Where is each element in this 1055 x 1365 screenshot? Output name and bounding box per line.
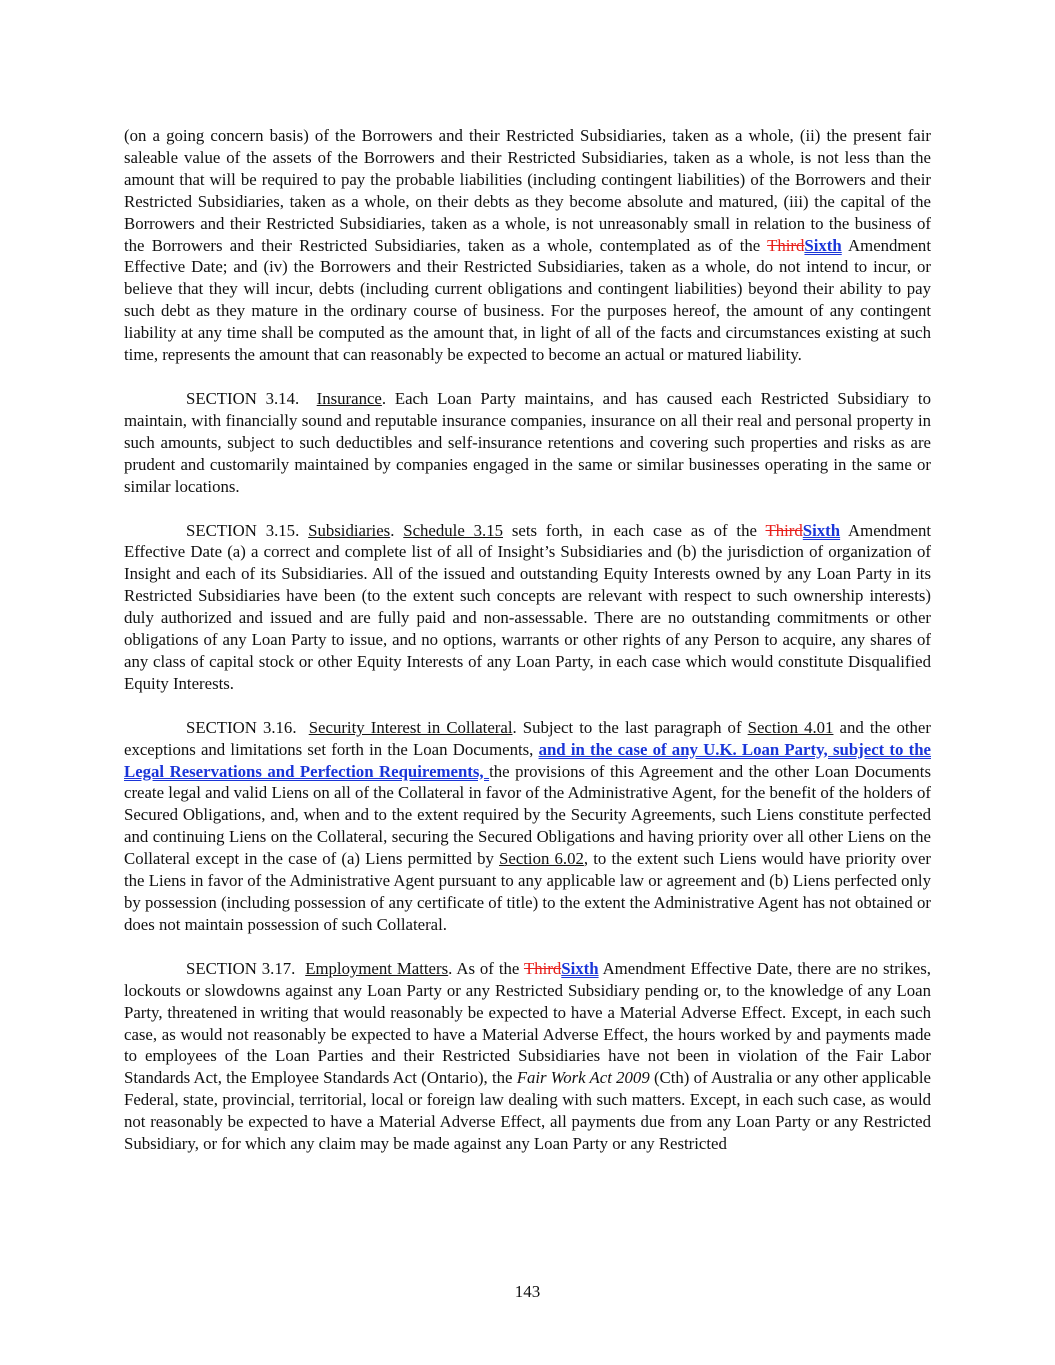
- inserted-text: Sixth: [802, 520, 841, 540]
- paragraph-solvency-continued: (on a going concern basis) of the Borrowers and their Restricted Subsidiaries, taken as a whole, (ii) the present fair saleable value of the assets of the Borrowers and their Restricted Subsidiaries, taken as a whole, is not less than the amount that will be required to pay the probable liabilities (including contingent liabilities) of the Borrowers and their Restricted Subsidiaries, taken as a whole, on their debts as they become absolute and matured, (iii) the capital of the Borrowers and their Restricted Subsidiaries, taken as a whole, is not unreasonably small in relation to the business of the Borrowers and their Restricted Subsidiaries, taken as a whole, contemplated as of the ThirdSixth Amendment Effective Date; and (iv) the Borrowers and their Restricted Subsidiaries, taken as a whole, do not intend to incur, or believe that they will incur, debts (including current obligations and contingent liabilities) beyond their ability to pay such debt as they mature in the ordinary course of business. For the purposes hereof, the amount of any contingent liability at any time shall be computed as the amount that, in light of all of the facts and circumstances existing at such time, represents the amount that can reasonably be expected to become an actual or matured liability.: [124, 126, 931, 365]
- section-3-17-employment-matters: SECTION 3.17. Employment Matters. As of the ThirdSixth Amendment Effective Date, there are no strikes, lockouts or slowdowns against any Loan Party or any Restricted Subsidiary pending or, to the knowledge of any Loan Party, threatened in writing that would reasonably be expected to have a Material Adverse Effect. Except, in each such case, as would not reasonably be expected to have a Material Adverse Effect, the hours worked by and payments made to employees of the Loan Parties and their Restricted Subsidiaries have not been in violation of the Fair Labor Standards Act, the Employee Standards Act (Ontario), the Fair Work Act 2009 (Cth) of Australia or any other applicable Federal, state, provincial, territorial, local or foreign law dealing with such matters. Except, in each such case, as would not reasonably be expected to have a Material Adverse Effect, all payments due from any Loan Party or any Restricted Subsidiary, or for which any claim may be made against any Loan Party or any Restricted: [124, 958, 931, 1154]
- inserted-text: and in the case of any U.K. Loan Party, subject to the Legal Reservations and Perfection Requirements,: [124, 739, 931, 781]
- inserted-text: Sixth: [561, 958, 599, 978]
- schedule-reference: Schedule 3.15: [403, 520, 503, 540]
- page-number: 143: [514, 1282, 541, 1301]
- document-body: [124, 125, 931, 1177]
- section-number: SECTION 3.14.: [186, 388, 300, 408]
- section-3-15-subsidiaries: SECTION 3.15. Subsidiaries. Schedule 3.15 sets forth, in each case as of the ThirdSixth Amendment Effective Date (a) a correct and complete list of all of Insight’s Subsidiaries and (b) the jurisdiction of organization of Insight and each of its Subsidiaries. All of the issued and outstanding Equity Interests owned by any Loan Party in its Restricted Subsidiaries have been (to the extent such concepts are relevant with respect to such ownership interests) duly authorized and issued and are fully paid and non-assessable. There are no outstanding commitments or other obligations of any Loan Party to issue, and no options, warrants or other rights of any Person to acquire, any shares of any class of capital stock or other Equity Interests of any Loan Party, in each case which would constitute Disqualified Equity Interests.: [124, 520, 931, 693]
- section-reference: Section 6.02: [499, 849, 584, 869]
- deleted-text: Third: [523, 958, 562, 978]
- section-reference: Section 4.01: [747, 717, 834, 737]
- deleted-text: Third: [765, 520, 803, 540]
- section-3-14-insurance: SECTION 3.14. Insurance. Each Loan Party maintains, and has caused each Restricted Subsidiary to maintain, with financially sound and reputable insurance companies, insurance on all their real and personal property in such amounts, subject to such deductibles and self-insurance retentions and covering such properties and risks as are prudent and customarily maintained by companies engaged in the same or similar businesses operating in the same or similar locations.: [124, 388, 931, 496]
- inserted-text: Sixth: [804, 235, 842, 255]
- section-title: Insurance: [316, 388, 382, 408]
- statute-name: Fair Work Act 2009: [516, 1068, 650, 1088]
- deleted-text: Third: [767, 235, 805, 255]
- section-number: SECTION 3.15.: [186, 520, 300, 540]
- section-3-16-security-interest: SECTION 3.16. Security Interest in Collateral. Subject to the last paragraph of Section 4.01 and the other exceptions and limitations set forth in the Loan Documents, and in the case of any U.K. Loan Party, subject to the Legal Reservations and Perfection Requirements, the provisions of this Agreement and the other Loan Documents create legal and valid Liens on all of the Collateral in favor of the Administrative Agent, for the benefit of the holders of Secured Obligations, and, when and to the extent required by the Security Agreements, such Liens constitute perfected and continuing Liens on the Collateral, securing the Secured Obligations and having priority over all other Liens on the Collateral except in the case of (a) Liens permitted by Section 6.02, to the extent such Liens would have priority over the Liens in favor of the Administrative Agent pursuant to any applicable law or agreement and (b) Liens perfected only by possession (including possession of any certificate of title) to the extent the Administrative Agent has not obtained or does not maintain possession of such Collateral.: [124, 717, 931, 934]
- section-title: Security Interest in Collateral: [308, 717, 513, 737]
- section-number: SECTION 3.16.: [186, 717, 297, 737]
- section-title: Employment Matters: [305, 958, 449, 978]
- section-number: SECTION 3.17.: [186, 958, 296, 978]
- section-title: Subsidiaries: [308, 520, 391, 540]
